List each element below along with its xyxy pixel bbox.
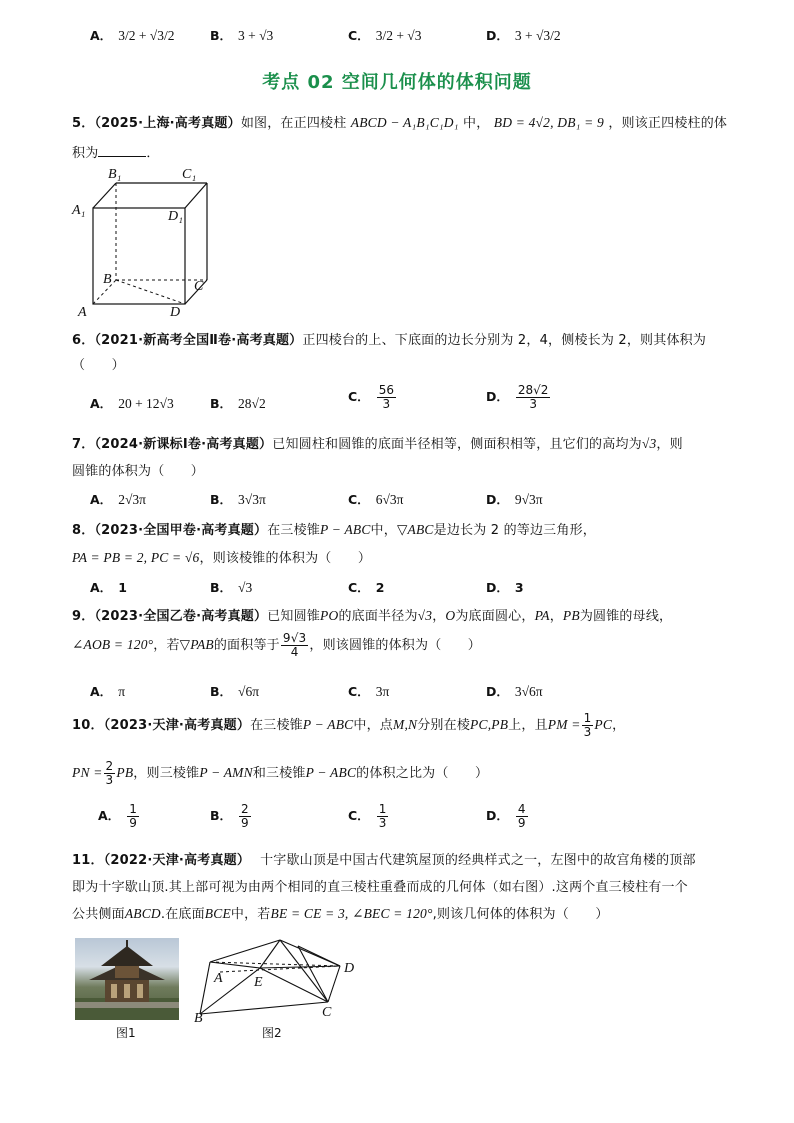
- question-text: 的面积等于: [213, 638, 280, 654]
- question-11-line-2: [72, 876, 688, 895]
- question-number: 9．: [72, 609, 95, 624]
- answer-paren: （ ）: [72, 358, 125, 373]
- vertex-label: A₁: [72, 203, 86, 218]
- question-8-line-2: [72, 547, 371, 566]
- vertex-label: C: [194, 279, 204, 294]
- question-text: 为底面圆心，: [455, 609, 535, 624]
- math-expression: ∠AOB = 120°: [72, 637, 154, 653]
- option-label: C．: [348, 808, 370, 824]
- math-expression: √3: [641, 436, 657, 451]
- question-text: 的底面半径为: [338, 609, 418, 624]
- question-10-line-1: [72, 712, 625, 739]
- question-text: 在三棱锥: [250, 718, 303, 734]
- top-option-d: [486, 26, 561, 44]
- fraction: [516, 803, 528, 830]
- option-label: A．: [90, 580, 113, 595]
- option-label: A．: [90, 684, 113, 699]
- question-text: 十字歇山顶是中国古代建筑屋顶的经典样式之一，左图中的故宫角楼的顶部: [260, 853, 696, 868]
- question-text: 是边长为 2 的等边三角形，: [433, 523, 596, 538]
- question-text: 中，点: [353, 718, 393, 734]
- option-label: D．: [486, 808, 509, 824]
- math-expression: ABCD: [124, 906, 161, 921]
- q8-option-a: [90, 578, 127, 596]
- q9-option-b: [210, 682, 259, 700]
- question-text: ，: [549, 609, 563, 624]
- numerator: 1: [129, 802, 137, 816]
- math-expression: O: [445, 608, 456, 623]
- option-value: 3/2 + √3: [375, 28, 422, 43]
- math-expression: PC: [594, 717, 613, 733]
- prism-edge: [185, 183, 207, 208]
- option-value: 9√3π: [514, 492, 543, 507]
- roof-edge: [260, 968, 328, 1002]
- denominator: 4: [290, 645, 299, 660]
- top-option-b: [210, 26, 273, 44]
- question-text: 圆锥的体积为（ ）: [72, 464, 205, 479]
- question-text: ,则该几何体的体积为（ ）: [432, 907, 609, 922]
- q10-option-d: [486, 803, 529, 830]
- math-expression: P − AMN: [199, 765, 253, 781]
- denominator: 9: [241, 816, 249, 831]
- question-text: 中，: [370, 523, 397, 538]
- option-label: B．: [210, 492, 233, 507]
- q8-option-b: [210, 578, 252, 596]
- option-value: 6√3π: [375, 492, 404, 507]
- option-label: D．: [486, 389, 509, 405]
- math-expression: ABCD − A₁B₁C₁D₁: [350, 115, 459, 130]
- roof-edge: [200, 968, 260, 1014]
- question-7-line-2: [72, 460, 204, 479]
- question-text: 为圆锥的母线，: [579, 609, 673, 624]
- option-value: 20 + 12√3: [118, 396, 174, 411]
- option-value: √3: [238, 580, 253, 595]
- option-value: √6π: [238, 684, 260, 699]
- numerator: 4: [517, 802, 526, 816]
- prism-hidden-diagonal: [116, 280, 185, 304]
- question-5-line-2: [72, 142, 160, 161]
- question-source: （2023·全国乙卷·高考真题）: [94, 609, 268, 624]
- option-value: π: [118, 684, 126, 699]
- denominator: 3: [529, 397, 537, 412]
- math-expression: P − ABC: [302, 717, 354, 733]
- numerator: 28√2: [517, 383, 549, 397]
- math-expression: BE = CE = 3, ∠BEC = 120°: [270, 906, 433, 921]
- option-value: 1: [118, 580, 127, 595]
- fraction: [516, 384, 551, 411]
- question-text: 如图，在正四棱柱: [240, 116, 347, 131]
- question-source: （2023·天津·高考真题）: [103, 718, 251, 734]
- vertex-label: B: [194, 1011, 203, 1024]
- question-text: 中，若: [230, 907, 271, 922]
- q6-option-a: [90, 394, 174, 412]
- denominator: 9: [517, 816, 526, 831]
- question-number: 11．: [72, 853, 104, 868]
- option-label: B．: [210, 580, 233, 595]
- option-label: B．: [210, 28, 233, 43]
- vertex-label: D₁: [168, 209, 183, 224]
- question-number: 8．: [72, 523, 95, 538]
- question-10-line-2: [72, 760, 488, 787]
- q9-option-a: [90, 682, 125, 700]
- option-label: D．: [486, 580, 509, 595]
- top-option-a: [90, 26, 174, 44]
- question-number: 10．: [72, 718, 104, 734]
- numerator: 2: [241, 802, 249, 816]
- question-text: 分别在棱: [417, 718, 471, 734]
- q9-option-c: [348, 682, 389, 700]
- q7-option-b: [210, 490, 266, 508]
- vertex-label: C: [322, 1005, 332, 1020]
- denominator: 9: [129, 816, 137, 831]
- option-value: 3: [514, 580, 524, 595]
- roof-edge: [200, 1002, 328, 1014]
- option-label: B．: [210, 808, 233, 824]
- math-expression: P − ABC: [305, 765, 357, 781]
- top-option-c: [348, 26, 421, 44]
- question-5-line-1: [72, 112, 727, 131]
- vertex-label: C₁: [182, 167, 197, 182]
- question-6-line-1: [72, 329, 706, 348]
- question-number: 5．: [72, 116, 95, 131]
- vertex-label: A: [214, 971, 223, 986]
- question-text: ，: [432, 609, 446, 624]
- question-text: 和三棱锥: [252, 766, 306, 782]
- fraction: [281, 632, 309, 659]
- option-value: 3π: [375, 684, 390, 699]
- vertex-label: A: [78, 305, 87, 320]
- question-9-line-1: [72, 605, 672, 624]
- roof-hidden-edge: [220, 966, 340, 972]
- option-value: 3/2 + √3/2: [118, 28, 175, 43]
- prism-figure: [70, 164, 220, 324]
- option-label: A．: [90, 28, 113, 43]
- denominator: 3: [105, 773, 114, 788]
- math-expression: PM =: [547, 717, 581, 733]
- question-text: ，则: [656, 437, 683, 452]
- question-text: 上，且: [508, 718, 548, 734]
- question-text: ，则该圆锥的体积为（ ）: [309, 638, 482, 654]
- math-expression: PA: [534, 608, 550, 623]
- question-text: ，: [612, 718, 626, 734]
- math-expression: ▽PAB: [179, 637, 214, 653]
- question-source: （2021·新高考全国Ⅱ卷·高考真题）: [94, 333, 303, 348]
- question-text: 即为十字歇山顶.其上部可视为由两个相同的直三棱柱重叠而成的几何体（如右图）.这两个直三棱柱有一个: [72, 880, 688, 895]
- question-text: 公共侧面: [72, 907, 125, 922]
- question-source: （2024·新课标Ⅰ卷·高考真题）: [94, 437, 273, 452]
- question-source: （2025·上海·高考真题）: [94, 116, 241, 131]
- q7-option-a: [90, 490, 146, 508]
- q10-option-a: [98, 803, 140, 830]
- vertex-label: D: [170, 305, 181, 320]
- numerator: 9√3: [282, 631, 307, 645]
- numerator: 1: [378, 802, 387, 816]
- q6-option-c: [348, 384, 397, 411]
- q9-option-d: [486, 682, 543, 700]
- denominator: 3: [583, 725, 592, 740]
- q8-option-d: [486, 578, 524, 596]
- option-label: C．: [348, 492, 370, 507]
- math-expression: PB: [562, 608, 580, 623]
- option-value: 2: [375, 580, 385, 595]
- corner-tower-photo: [75, 938, 179, 1020]
- option-label: A．: [90, 492, 113, 507]
- question-text: ，则该棱锥的体积为（ ）: [199, 551, 372, 566]
- option-label: C．: [348, 580, 370, 595]
- math-expression: BD = 4√2, DB₁ = 9: [493, 115, 604, 130]
- option-label: A．: [90, 396, 113, 411]
- math-expression: ▽ABC: [396, 522, 434, 537]
- fraction: [104, 760, 116, 787]
- math-expression: BCE: [204, 906, 231, 921]
- math-expression: √3: [417, 608, 433, 623]
- q6-option-d: [486, 384, 551, 411]
- question-11-line-1: [72, 849, 696, 868]
- prism-edge: [93, 183, 116, 208]
- figure-2-caption: 图2: [262, 1026, 282, 1040]
- numerator: 56: [378, 383, 394, 397]
- math-expression: M,N: [393, 717, 418, 733]
- roof-geometry-figure: [190, 934, 370, 1024]
- math-expression: PA = PB = 2, PC = √6: [72, 550, 200, 565]
- section-heading: 考点 02 空间几何体的体积问题: [262, 72, 532, 93]
- question-text: 正四棱台的上、下底面的边长分别为 2，4，侧棱长为 2，则其体积为: [302, 333, 707, 348]
- question-7-line-1: [72, 433, 683, 452]
- option-value: 3√6π: [514, 684, 543, 699]
- option-value: 3√3π: [238, 492, 266, 507]
- option-value: 3 + √3/2: [514, 28, 561, 43]
- question-text: .在底面: [160, 907, 205, 922]
- fraction: [127, 803, 139, 830]
- question-text: 中，: [463, 116, 490, 131]
- question-text: ，若: [153, 638, 180, 654]
- option-value: 2√3π: [118, 492, 146, 507]
- question-text: ．: [146, 146, 160, 161]
- denominator: 3: [382, 397, 391, 412]
- q10-option-c: [348, 803, 389, 830]
- question-text: ，则该正四棱柱的体: [608, 116, 728, 131]
- numerator: 1: [583, 711, 592, 725]
- fraction: [377, 384, 396, 411]
- denominator: 3: [378, 816, 387, 831]
- q10-option-b: [210, 803, 252, 830]
- option-label: C．: [348, 28, 370, 43]
- question-text: 在三棱锥: [267, 523, 321, 538]
- math-expression: PN =: [72, 765, 103, 781]
- figure-1-caption: 图1: [116, 1026, 136, 1040]
- roof-edge: [200, 962, 210, 1014]
- fraction: [582, 712, 594, 739]
- fraction: [239, 803, 251, 830]
- option-label: B．: [210, 684, 233, 699]
- option-label: D．: [486, 492, 509, 507]
- question-text: 积为: [72, 146, 99, 161]
- option-label: C．: [348, 684, 370, 699]
- question-8-line-1: [72, 519, 596, 538]
- q6-option-b: [210, 394, 266, 412]
- option-label: A．: [98, 808, 121, 824]
- option-label: C．: [348, 389, 370, 405]
- question-text: 已知圆锥: [267, 609, 321, 624]
- question-6-line-2: [72, 354, 125, 373]
- question-text: 已知圆柱和圆锥的底面半径相等，侧面积相等，且它们的高均为: [272, 437, 642, 452]
- math-expression: P − ABC: [320, 522, 371, 537]
- option-label: D．: [486, 28, 509, 43]
- numerator: 2: [105, 759, 114, 773]
- option-value: 3 + √3: [238, 28, 274, 43]
- question-source: （2023·全国甲卷·高考真题）: [94, 523, 268, 538]
- question-source: （2022·天津·高考真题）: [103, 853, 251, 868]
- vertex-label: E: [254, 975, 263, 990]
- q7-option-c: [348, 490, 403, 508]
- q7-option-d: [486, 490, 543, 508]
- math-expression: PB: [116, 765, 134, 781]
- option-value: 28√2: [238, 396, 266, 411]
- option-label: B．: [210, 396, 233, 411]
- tower-illustration: [75, 938, 179, 1020]
- roof-edge: [328, 966, 340, 1002]
- roof-edge: [298, 946, 340, 966]
- question-text: ，则三棱锥: [133, 766, 200, 782]
- option-label: D．: [486, 684, 509, 699]
- vertex-label: B: [103, 272, 112, 287]
- question-number: 7．: [72, 437, 95, 452]
- q8-option-c: [348, 578, 384, 596]
- vertex-label: B₁: [108, 167, 122, 182]
- math-expression: PO: [320, 608, 339, 623]
- question-text: 的体积之比为（ ）: [356, 766, 489, 782]
- question-9-line-2: [72, 632, 481, 659]
- question-number: 6．: [72, 333, 95, 348]
- question-11-line-3: [72, 903, 609, 922]
- vertex-label: D: [344, 961, 355, 976]
- math-expression: PC,PB: [470, 717, 509, 733]
- roof-edge: [210, 940, 280, 962]
- answer-blank: [98, 144, 146, 157]
- fraction: [377, 803, 389, 830]
